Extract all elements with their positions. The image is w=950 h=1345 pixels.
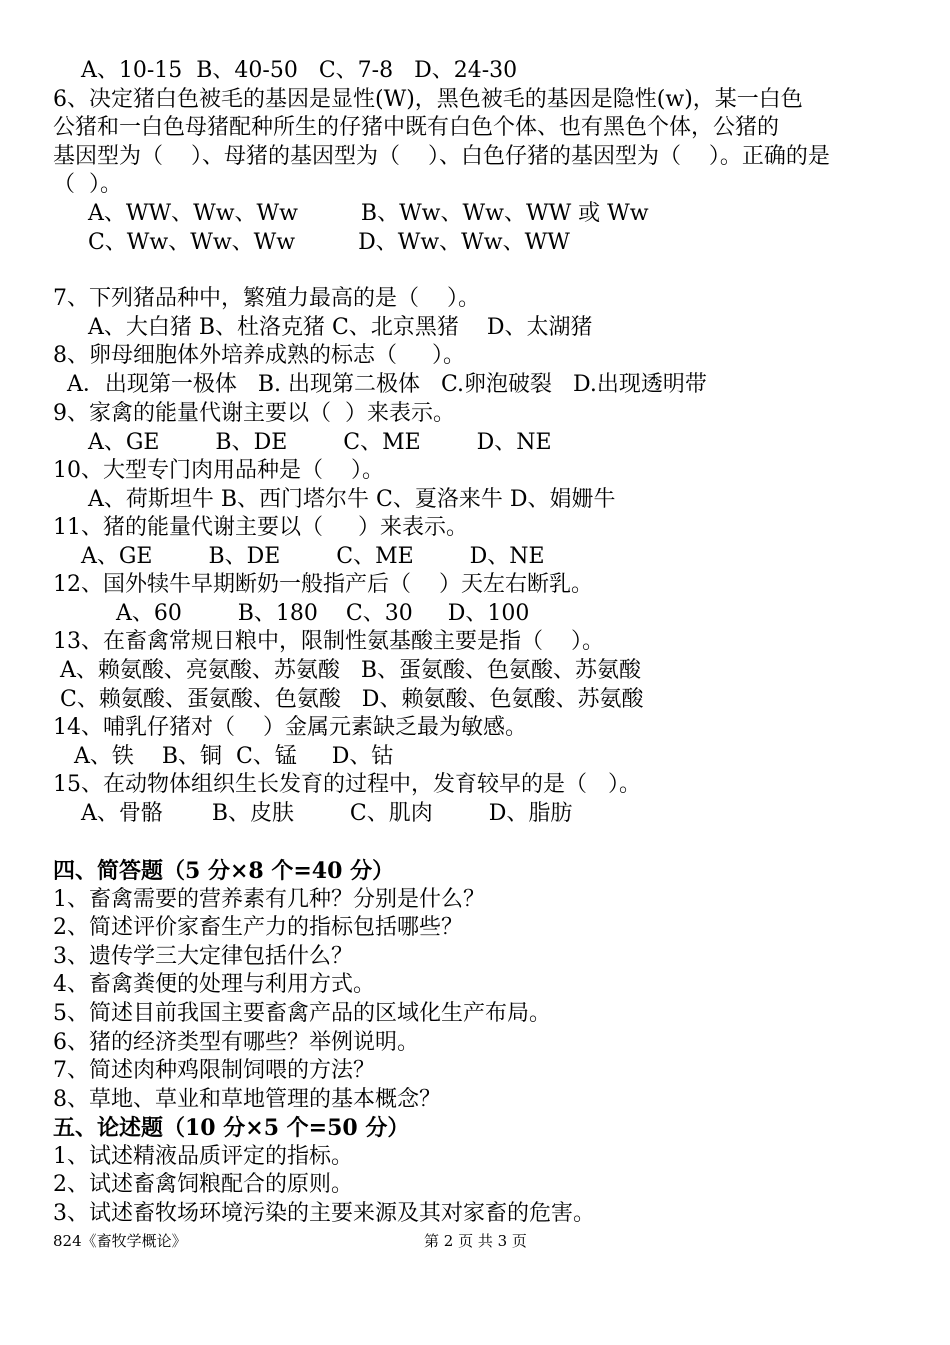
essay-2: 2、试述畜禽饲粮配合的原则。 [53, 1172, 353, 1197]
q7-text: 7、下列猪品种中，繁殖力最高的是（ ）。 [53, 286, 480, 311]
q6-text-line-2: 公猪和一白色母猪配种所生的仔猪中既有白色个体、也有黑色个体，公猪的 [53, 115, 780, 140]
footer-page-number: 第 2 页 共 3 页 [424, 1232, 527, 1250]
section-4-heading: 四、简答题（5 分×8 个=40 分） [53, 858, 395, 884]
q10-options: A、荷斯坦牛 B、西门塔尔牛 C、夏洛来牛 D、娟姗牛 [53, 487, 616, 512]
q13-options-ab: A、赖氨酸、亮氨酸、苏氨酸 B、蛋氨酸、色氨酸、苏氨酸 [53, 658, 642, 683]
q15-options: A、骨骼 B、皮肤 C、肌肉 D、脂肪 [53, 801, 573, 826]
q6-options-cd: C、Ww、Ww、Ww D、Ww、Ww、WW [53, 230, 570, 255]
q14-options: A、铁 B、铜 C、锰 D、钴 [53, 744, 394, 769]
section-5-heading: 五、论述题（10 分×5 个=50 分） [53, 1115, 410, 1141]
short-answer-4: 4、畜禽粪便的处理与利用方式。 [53, 972, 375, 997]
short-answer-1: 1、畜禽需要的营养素有几种？分别是什么？ [53, 887, 485, 912]
q8-options: A．出现第一极体 B. 出现第二极体 C.卵泡破裂 D.出现透明带 [53, 372, 707, 397]
q14-text: 14、哺乳仔猪对（ ）金属元素缺乏最为敏感。 [53, 715, 527, 740]
short-answer-2: 2、简述评价家畜生产力的指标包括哪些？ [53, 915, 463, 940]
q9-text: 9、家禽的能量代谢主要以（ ）来表示。 [53, 401, 455, 426]
short-answer-5: 5、简述目前我国主要畜禽产品的区域化生产布局。 [53, 1001, 551, 1026]
q12-options: A、60 B、180 C、30 D、100 [53, 601, 530, 626]
short-answer-7: 7、简述肉种鸡限制饲喂的方法？ [53, 1058, 375, 1083]
footer-course: 824《畜牧学概论》 [53, 1232, 187, 1250]
q6-text-line-3: 基因型为（ ）、母猪的基因型为（ ）、白色仔猪的基因型为（ ）。正确的是 [53, 144, 830, 169]
q6-text-line-4: （ ）。 [53, 172, 122, 197]
q13-options-cd: C、赖氨酸、蛋氨酸、色氨酸 D、赖氨酸、色氨酸、苏氨酸 [53, 687, 644, 712]
q6-options-ab: A、WW、Ww、Ww B、Ww、Ww、WW 或 Ww [53, 201, 649, 226]
q15-text: 15、在动物体组织生长发育的过程中，发育较早的是（ ）。 [53, 772, 641, 797]
q11-text: 11、猪的能量代谢主要以（ ）来表示。 [53, 515, 468, 540]
short-answer-6: 6、猪的经济类型有哪些？举例说明。 [53, 1030, 419, 1055]
q11-options: A、GE B、DE C、ME D、NE [53, 544, 545, 569]
q9-options: A、GE B、DE C、ME D、NE [53, 430, 552, 455]
q6-text-line-1: 6、决定猪白色被毛的基因是显性(W)，黑色被毛的基因是隐性(w)，某一白色 [53, 87, 803, 112]
essay-3: 3、试述畜牧场环境污染的主要来源及其对家畜的危害。 [53, 1201, 595, 1226]
short-answer-3: 3、遗传学三大定律包括什么？ [53, 944, 353, 969]
q5-options: A、10-15 B、40-50 C、7-8 D、24-30 [53, 58, 518, 83]
q8-text: 8、卵母细胞体外培养成熟的标志（ ）。 [53, 343, 465, 368]
short-answer-8: 8、草地、草业和草地管理的基本概念？ [53, 1087, 441, 1112]
q7-options: A、大白猪 B、杜洛克猪 C、北京黑猪 D、太湖猪 [53, 315, 593, 340]
essay-1: 1、试述精液品质评定的指标。 [53, 1144, 353, 1169]
q10-text: 10、大型专门肉用品种是（ ）。 [53, 458, 384, 483]
q13-text: 13、在畜禽常规日粮中，限制性氨基酸主要是指（ ）。 [53, 629, 604, 654]
q12-text: 12、国外犊牛早期断奶一般指产后（ ）天左右断乳。 [53, 572, 593, 597]
